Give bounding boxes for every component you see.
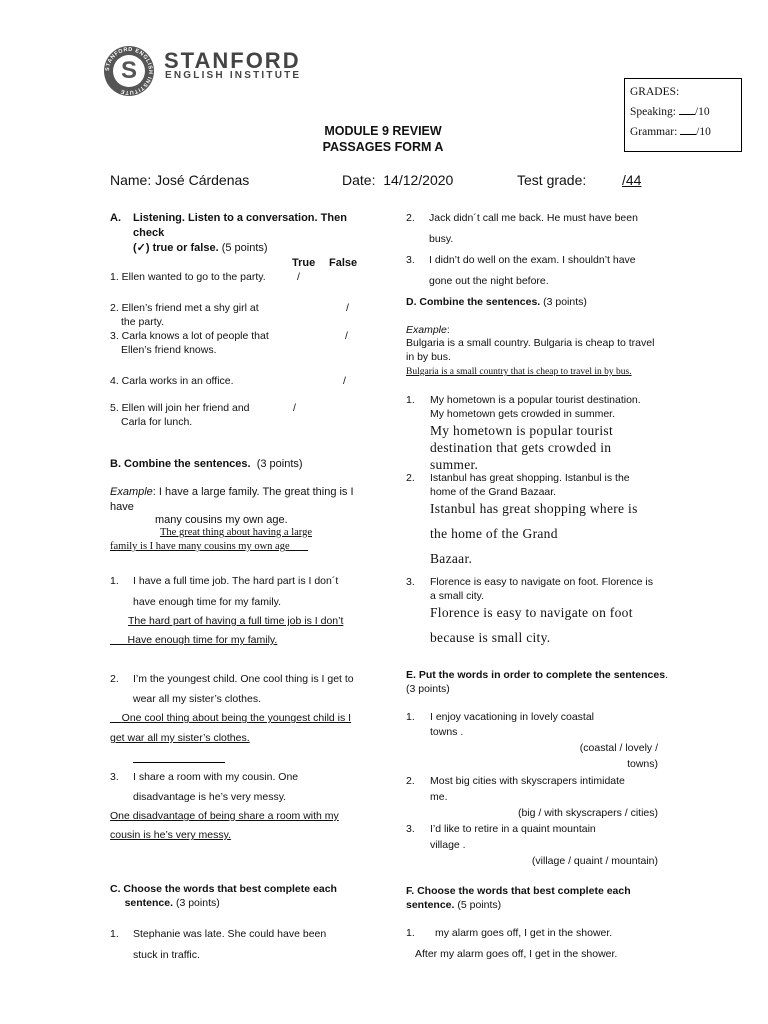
e-item-1-hint-1: (coastal / lovely / <box>579 742 658 754</box>
b-item-2-answer-2: get war all my sister’s clothes. <box>110 732 250 744</box>
a-mark-4: / <box>343 375 346 387</box>
b-item-3-q1: I share a room with my cousin. One <box>133 771 299 783</box>
b-example-cont: many cousins my own age. <box>155 514 288 526</box>
grades-heading: GRADES: <box>630 86 680 98</box>
a-item-5: 5. Ellen will join her friend and <box>110 402 250 414</box>
d-example-text: Bulgaria is a small country. Bulgaria is cheap to travel in by bus. <box>406 337 655 363</box>
a-item-4: 4. Carla works in an office. <box>110 375 234 387</box>
logo-letter: S <box>120 57 137 84</box>
d-item-3-num: 3. <box>406 576 415 588</box>
b-item-1-num: 1. <box>110 575 119 587</box>
section-a-letter: A. <box>110 212 121 224</box>
d-example-label: Example: <box>406 324 450 336</box>
page-title: MODULE 9 REVIEW <box>324 124 442 138</box>
brand-subtitle: ENGLISH INSTITUTE <box>165 70 302 81</box>
a-item-2-cont: the party. <box>121 316 164 328</box>
c-item-3-l1: I didn’t do well on the exam. I shouldn’t have <box>429 254 636 266</box>
b-item-3-q2: disadvantage is he’s very messy. <box>133 791 287 803</box>
f-item-1-l1: my alarm goes off, I get in the shower. <box>435 927 613 939</box>
e-item-3-l2: village . <box>430 839 466 851</box>
b-item-2-num: 2. <box>110 673 119 685</box>
c-item-2-l1: Jack didn´t call me back. He must have been <box>429 212 638 224</box>
student-name: José Cárdenas <box>155 172 250 188</box>
c-item-1-l1: Stephanie was late. She could have been <box>133 928 327 940</box>
c-item-2-l2: busy. <box>429 233 454 245</box>
b-example-answer-1: The great thing about having a large <box>160 527 313 538</box>
b-item-3-answer-1: One disadvantage of being share a room with my <box>110 810 339 822</box>
f-item-1-answer: After my alarm goes off, I get in the shower. <box>415 948 618 960</box>
d-item-2-answer-3: Bazaar. <box>430 551 473 566</box>
speaking-score: /10 <box>694 106 710 118</box>
e-item-3-hint: (village / quaint / mountain) <box>531 855 658 867</box>
b-item-1-q1: I have a full time job. The hard part is I don´t <box>133 575 339 587</box>
a-item-5-cont: Carla for lunch. <box>121 416 193 428</box>
b-item-3-num: 3. <box>110 771 119 783</box>
grades-box <box>624 78 742 152</box>
logo-ring-text <box>104 46 154 96</box>
a-mark-1: / <box>297 271 300 283</box>
b-item-3-answer-2: cousin is he’s very messy. <box>110 829 231 841</box>
test-grade-value: /44 <box>622 172 642 188</box>
test-grade-label: Test grade: <box>517 172 587 188</box>
d-item-1-answer-3: summer. <box>430 457 479 472</box>
section-f-heading: F. Choose the words that best complete each sentence. (5 points) <box>406 885 631 911</box>
d-item-2-answer-2: the home of the Grand <box>430 526 558 541</box>
name-field: Name: José Cárdenas <box>110 172 250 188</box>
a-item-3-cont: Ellen’s friend knows. <box>121 344 217 356</box>
date-field: Date: 14/12/2020 <box>342 172 454 188</box>
b-item-2-q1: I’m the youngest child. One cool thing is I get to <box>133 673 354 685</box>
e-item-1-l2: towns . <box>430 726 464 738</box>
d-item-2-q1: Istanbul has great shopping. Istanbul is the <box>430 472 630 484</box>
d-item-3-answer-1: Florence is easy to navigate on foot <box>430 605 633 620</box>
a-item-3: 3. Carla knows a lot of people that <box>110 330 269 342</box>
section-d-heading: D. Combine the sentences. (3 points) <box>406 296 587 308</box>
c-item-3-num: 3. <box>406 254 415 266</box>
a-mark-5: / <box>293 402 296 414</box>
e-item-1-hint-2: towns) <box>627 758 658 770</box>
grades-grammar: Grammar: /10 <box>630 126 711 138</box>
b-blank-line <box>133 762 225 763</box>
svg-text:STANFORD ENGLISH INSTITUTE: STANFORD ENGLISH INSTITUTE <box>104 46 154 96</box>
d-item-1-q2: My hometown gets crowded in summer. <box>430 408 615 420</box>
page-subtitle: PASSAGES FORM A <box>322 140 444 154</box>
e-item-2-l2: me. <box>430 791 448 803</box>
d-item-1-num: 1. <box>406 394 415 406</box>
a-mark-3: / <box>345 330 348 342</box>
d-item-3-q2: a small city. <box>430 590 485 602</box>
e-item-3-l1: I’d like to retire in a quaint mountain <box>430 823 596 835</box>
d-item-2-answer-1: Istanbul has great shopping where is <box>430 501 638 516</box>
d-example-answer: Bulgaria is a small country that is cheap to travel in by bus. <box>406 367 632 377</box>
b-item-2-answer-1: One cool thing about being the youngest child is I <box>121 712 352 724</box>
col-false: False <box>329 257 358 269</box>
b-item-1-answer-1: The hard part of having a full time job is I don’t <box>128 615 344 627</box>
b-item-2-q2: wear all my sister’s clothes. <box>133 693 261 705</box>
f-item-1-num: 1. <box>406 927 415 939</box>
section-b-heading: B. Combine the sentences. (3 points) <box>110 458 303 470</box>
e-item-2-hint: (big / with skyscrapers / cities) <box>517 807 658 819</box>
col-true: True <box>292 257 316 269</box>
grades-speaking: Speaking: /10 <box>630 106 710 118</box>
c-item-3-l2: gone out the night before. <box>429 275 549 287</box>
section-a-heading: Listening. Listen to a conversation. Then check (✓) true or false. (5 points) <box>133 212 347 254</box>
e-item-1-num: 1. <box>406 711 415 723</box>
d-item-2-num: 2. <box>406 472 415 484</box>
e-item-1-l1: I enjoy vacationing in lovely coastal <box>430 711 595 723</box>
d-item-3-q1: Florence is easy to navigate on foot. Florence is <box>430 576 653 588</box>
c-item-1-l2: stuck in traffic. <box>133 949 200 961</box>
d-item-1-q1: My hometown is a popular tourist destination. <box>430 394 641 406</box>
date-value: 14/12/2020 <box>383 172 454 188</box>
e-item-2-l1: Most big cities with skyscrapers intimidate <box>430 775 625 787</box>
e-item-2-num: 2. <box>406 775 415 787</box>
d-item-1-answer-1: My hometown is popular tourist <box>430 423 613 438</box>
a-item-2: 2. Ellen’s friend met a shy girl at <box>110 302 259 314</box>
b-item-1-answer-2: Have enough time for my family. <box>127 634 278 646</box>
section-e-heading: E. Put the words in order to complete the sentences. (3 points) <box>406 669 668 695</box>
a-mark-2: / <box>346 302 349 314</box>
b-example-answer-2: family is I have many cousins my own age ___ <box>110 541 309 552</box>
b-item-1-q2: have enough time for my family. <box>133 596 282 608</box>
c-item-1-num: 1. <box>110 928 119 940</box>
d-item-3-answer-2: because is small city. <box>430 630 551 645</box>
d-item-2-q2: home of the Grand Bazaar. <box>430 486 557 498</box>
grammar-score: /10 <box>696 126 711 138</box>
section-c-heading: C. Choose the words that best complete each sentence. (3 points) <box>110 883 337 909</box>
d-item-1-answer-2: destination that gets crowded in <box>430 440 612 455</box>
brand-name: STANFORD <box>164 48 301 73</box>
a-item-1: 1. Ellen wanted to go to the party. <box>110 271 266 283</box>
e-item-3-num: 3. <box>406 823 415 835</box>
b-example: Example: I have a large family. The great thing is I have <box>110 486 354 513</box>
c-item-2-num: 2. <box>406 212 415 224</box>
